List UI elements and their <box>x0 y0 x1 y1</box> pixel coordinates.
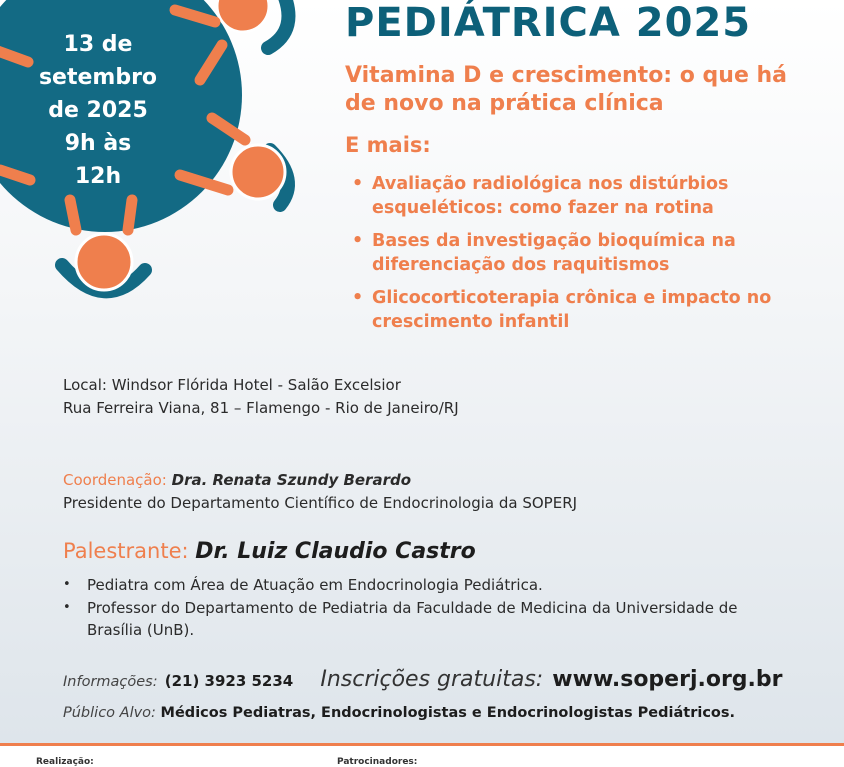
location-venue: Local: Windsor Flórida Hotel - Salão Excelsior <box>63 376 401 394</box>
topic-item: • Bases da investigação bioquímica na diferenciação dos raquitismos <box>350 229 820 277</box>
signup-label: Inscrições gratuitas: <box>320 667 544 692</box>
audience-label: Público Alvo: <box>63 705 156 721</box>
topics-list <box>350 172 820 343</box>
event-title: PEDIÁTRICA 2025 <box>345 0 752 46</box>
person-right-head <box>231 145 285 199</box>
topic-item: • Avaliação radiológica nos distúrbios esqueléticos: como fazer na rotina <box>350 172 820 220</box>
info-label: Informações: <box>63 674 158 690</box>
audience-value: Médicos Pediatras, Endocrinologistas e Endocrinologistas Pediátricos. <box>160 705 736 721</box>
more-label: E mais: <box>345 133 431 157</box>
target-audience <box>63 705 735 721</box>
date-line: 13 de <box>63 32 133 57</box>
person-top-right-body <box>268 0 288 48</box>
footer <box>0 746 844 767</box>
person-top-right-head <box>217 0 269 32</box>
coordination-role: Presidente do Departamento Científico de Endocrinologia da SOPERJ <box>63 494 578 512</box>
location <box>63 374 459 420</box>
date-line: de 2025 <box>48 98 148 123</box>
speaker <box>63 536 476 567</box>
contact-info <box>63 667 783 692</box>
coordination-label: Coordenação: <box>63 471 167 489</box>
topic-item: • Glicocorticoterapia crônica e impacto no crescimento infantil <box>350 286 820 334</box>
speaker-name: Dr. Luiz Claudio Castro <box>195 539 476 564</box>
footer-realizacao-label: Realização: <box>36 757 94 767</box>
coordination-name: Dra. Renata Szundy Berardo <box>171 471 412 489</box>
speaker-label: Palestrante: <box>63 539 189 563</box>
person-bottom-head <box>76 234 132 290</box>
location-address: Rua Ferreira Viana, 81 – Flamengo - Rio de Janeiro/RJ <box>63 399 459 417</box>
bio-item: • Pediatra com Área de Atuação em Endocrinologia Pediátrica. <box>63 574 783 596</box>
date-line: setembro <box>38 65 158 90</box>
speaker-bio <box>63 574 783 642</box>
event-subtitle: Vitamina D e crescimento: o que há de novo na prática clínica <box>345 63 788 116</box>
event-date <box>38 28 158 193</box>
bio-item: • Professor do Departamento de Pediatria da Faculdade de Medicina da Universidade de Brasília (UnB). <box>63 597 783 641</box>
website-link[interactable]: www.soperj.org.br <box>552 667 783 692</box>
info-phone: (21) 3923 5234 <box>164 672 294 690</box>
date-line: 9h às 12h <box>64 131 132 189</box>
footer-sponsors-label: Patrocinadores: <box>337 757 418 767</box>
coordination <box>63 469 577 515</box>
